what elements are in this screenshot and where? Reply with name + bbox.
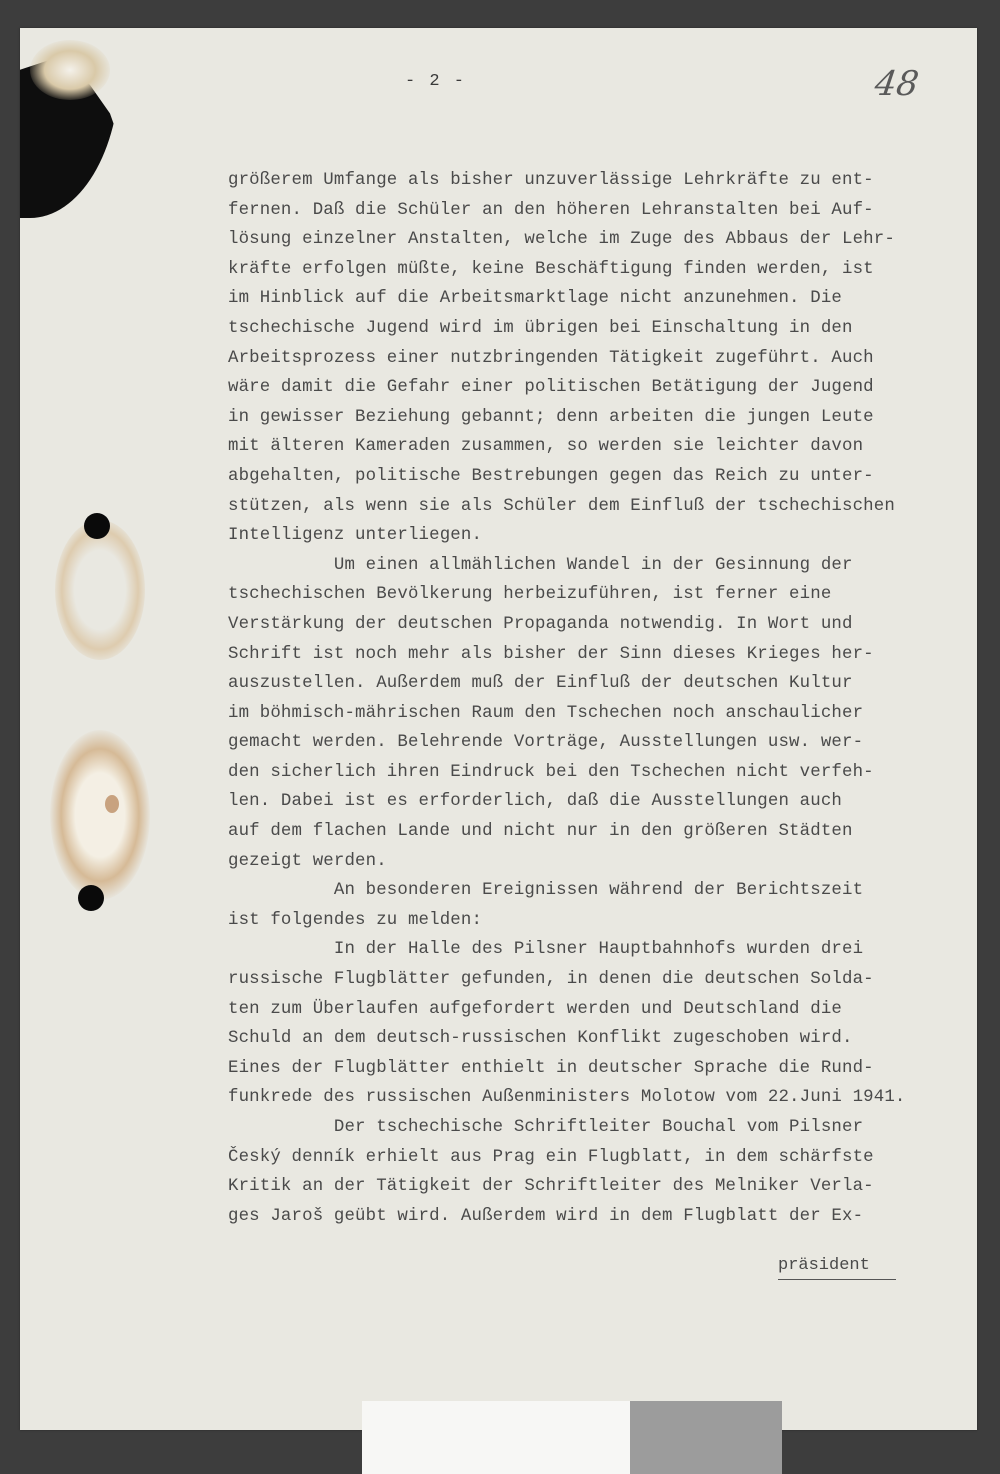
- text-line: Arbeitsprozess einer nutzbringenden Tätigkeit zugeführt. Auch: [228, 348, 874, 368]
- text-line: größerem Umfange als bisher unzuverlässige Lehrkräfte zu ent-: [228, 171, 874, 190]
- catchword: präsident: [778, 1256, 870, 1275]
- folio-number: 48: [872, 64, 922, 104]
- text-line: ten zum Überlaufen aufgefordert werden und Deutschland die: [228, 999, 842, 1019]
- text-line: Intelligenz unterliegen.: [228, 526, 483, 546]
- text-line: den sicherlich ihren Eindruck bei den Tschechen nicht verfeh-: [228, 762, 874, 782]
- rust-spot: [105, 795, 119, 813]
- text-line: ges Jaroš geübt wird. Außerdem wird in dem Flugblatt der Ex-: [228, 1206, 864, 1226]
- text-line: gemacht werden. Belehrende Vorträge, Ausstellungen usw. wer-: [228, 733, 864, 753]
- text-line: In der Halle des Pilsner Hauptbahnhofs wurden drei: [228, 940, 864, 960]
- text-line: An besonderen Ereignissen während der Berichtszeit: [228, 881, 864, 901]
- text-line: im böhmisch-mährischen Raum den Tschechen noch anschaulicher: [228, 703, 864, 723]
- text-line: mit älteren Kameraden zusammen, so werden sie leichter davon: [228, 437, 864, 457]
- text-line: Český denník erhielt aus Prag ein Flugblatt, in dem schärfste: [228, 1147, 874, 1167]
- text-line: auszustellen. Außerdem muß der Einfluß der deutschen Kultur: [228, 674, 853, 694]
- punch-hole: [84, 513, 110, 539]
- text-line: Der tschechische Schriftleiter Bouchal vom Pilsner: [228, 1118, 864, 1137]
- text-line: abgehalten, politische Bestrebungen gegen das Reich zu unter-: [228, 466, 874, 486]
- water-stain: [55, 520, 145, 660]
- text-line: Um einen allmählichen Wandel in der Gesinnung der: [228, 555, 853, 575]
- text-line: ist folgendes zu melden:: [228, 910, 483, 930]
- text-line: gezeigt werden.: [228, 851, 387, 871]
- body-text: [228, 166, 988, 1231]
- text-line: kräfte erfolgen müßte, keine Beschäftigung finden werden, ist: [228, 259, 874, 279]
- text-line: Verstärkung der deutschen Propaganda notwendig. In Wort und: [228, 614, 853, 634]
- text-line: in gewisser Beziehung gebannt; denn arbeiten die jungen Leute: [228, 407, 874, 427]
- scan-calibration-strip: [362, 1401, 782, 1474]
- text-line: lösung einzelner Anstalten, welche im Zuge des Abbaus der Lehr-: [228, 230, 895, 250]
- text-line: tschechischen Bevölkerung herbeizuführen, ist ferner eine: [228, 585, 832, 605]
- text-line: im Hinblick auf die Arbeitsmarktlage nicht anzunehmen. Die: [228, 289, 842, 309]
- text-line: funkrede des russischen Außenministers Molotow vom 22.Juni 1941.: [228, 1088, 906, 1108]
- text-line: stützen, als wenn sie als Schüler dem Einfluß der tschechischen: [228, 496, 895, 516]
- page-number: - 2 -: [405, 72, 467, 91]
- text-line: fernen. Daß die Schüler an den höheren Lehranstalten bei Auf-: [228, 200, 874, 220]
- text-line: russische Flugblätter gefunden, in denen die deutschen Solda-: [228, 970, 874, 990]
- text-line: Kritik an der Tätigkeit der Schriftleiter des Melniker Verla-: [228, 1177, 874, 1197]
- punch-hole: [78, 885, 104, 911]
- burn-edge: [30, 40, 110, 100]
- text-line: auf dem flachen Lande und nicht nur in den größeren Städten: [228, 822, 853, 842]
- catchword-underline: [778, 1279, 896, 1280]
- strip-white-patch: [362, 1401, 630, 1474]
- text-line: Eines der Flugblätter enthielt in deutscher Sprache die Rund-: [228, 1058, 874, 1078]
- strip-gray-patch: [630, 1401, 782, 1474]
- text-line: len. Dabei ist es erforderlich, daß die Ausstellungen auch: [228, 792, 842, 812]
- text-line: wäre damit die Gefahr einer politischen Betätigung der Jugend: [228, 378, 874, 398]
- water-stain: [50, 730, 150, 900]
- text-line: Schrift ist noch mehr als bisher der Sinn dieses Krieges her-: [228, 644, 874, 664]
- text-line: Schuld an dem deutsch-russischen Konflikt zugeschoben wird.: [228, 1029, 853, 1049]
- text-line: tschechische Jugend wird im übrigen bei Einschaltung in den: [228, 318, 853, 338]
